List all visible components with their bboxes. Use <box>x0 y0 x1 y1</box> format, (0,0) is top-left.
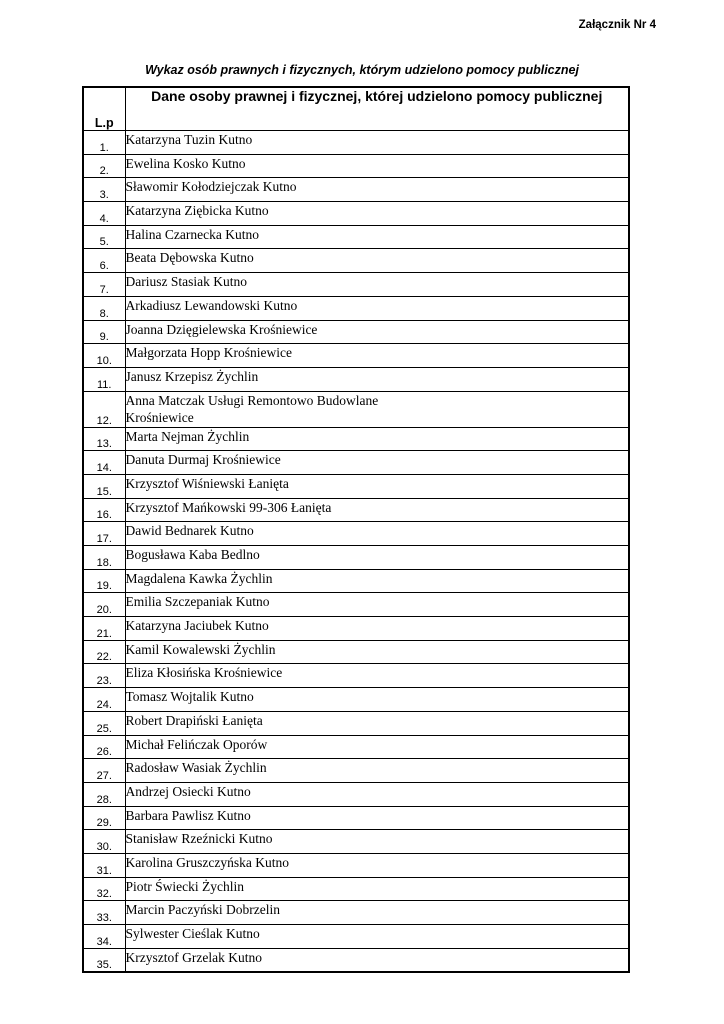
row-beneficiary <box>125 498 629 522</box>
row-number: 30. <box>83 830 125 854</box>
beneficiary-name: Halina Czarnecka Kutno <box>125 226 259 242</box>
table-header-row <box>83 87 629 131</box>
table-row <box>83 296 629 320</box>
row-beneficiary <box>125 806 629 830</box>
table-row <box>83 877 629 901</box>
table-row <box>83 664 629 688</box>
row-number: 7. <box>83 273 125 297</box>
row-beneficiary <box>125 296 629 320</box>
row-beneficiary <box>125 782 629 806</box>
document-title: Wykaz osób prawnych i fizycznych, którym udzielono pomocy publicznej <box>145 63 579 77</box>
beneficiary-name: Marta Nejman Żychlin <box>125 428 250 444</box>
table-body <box>83 131 629 972</box>
table-row <box>83 344 629 368</box>
beneficiary-name: Eliza Kłosińska Krośniewice <box>125 665 283 681</box>
row-beneficiary <box>125 688 629 712</box>
beneficiary-name: Dawid Bednarek Kutno <box>125 523 254 539</box>
table-row <box>83 154 629 178</box>
table-row <box>83 782 629 806</box>
row-number: 15. <box>83 474 125 498</box>
row-number: 17. <box>83 522 125 546</box>
column-header-name: Dane osoby prawnej i fizycznej, której udzielono pomocy publicznej <box>125 87 629 131</box>
table-row <box>83 640 629 664</box>
table-row <box>83 759 629 783</box>
beneficiary-name: Krzysztof Wiśniewski Łanięta <box>125 475 289 491</box>
row-beneficiary <box>125 546 629 570</box>
row-beneficiary <box>125 320 629 344</box>
beneficiary-name: Karolina Gruszczyńska Kutno <box>125 854 289 870</box>
row-number: 33. <box>83 901 125 925</box>
beneficiary-name: Dariusz Stasiak Kutno <box>125 274 247 290</box>
beneficiary-name: Danuta Durmaj Krośniewice <box>125 452 281 468</box>
beneficiary-name: Arkadiusz Lewandowski Kutno <box>125 297 298 313</box>
row-number: 16. <box>83 498 125 522</box>
row-number: 19. <box>83 569 125 593</box>
table-row <box>83 225 629 249</box>
beneficiary-name: Andrzej Osiecki Kutno <box>125 783 251 799</box>
table-row <box>83 806 629 830</box>
row-beneficiary <box>125 877 629 901</box>
beneficiary-name: Marcin Paczyński Dobrzelin <box>125 902 280 918</box>
row-number: 5. <box>83 225 125 249</box>
row-number: 11. <box>83 367 125 391</box>
table-row <box>83 830 629 854</box>
table-row <box>83 202 629 226</box>
row-beneficiary <box>125 569 629 593</box>
row-beneficiary <box>125 367 629 391</box>
row-beneficiary <box>125 427 629 451</box>
row-beneficiary <box>125 522 629 546</box>
beneficiaries-table <box>82 86 630 973</box>
row-number: 21. <box>83 617 125 641</box>
row-beneficiary <box>125 391 629 427</box>
row-beneficiary <box>125 711 629 735</box>
table-row <box>83 901 629 925</box>
row-number: 34. <box>83 925 125 949</box>
beneficiary-name: Bogusława Kaba Bedlno <box>125 547 260 562</box>
row-beneficiary <box>125 617 629 641</box>
row-beneficiary <box>125 202 629 226</box>
row-beneficiary <box>125 901 629 925</box>
row-beneficiary <box>125 131 629 155</box>
beneficiary-name: Radosław Wasiak Żychlin <box>125 760 267 776</box>
row-beneficiary <box>125 948 629 972</box>
table-row <box>83 391 629 427</box>
row-number: 23. <box>83 664 125 688</box>
beneficiary-name-continued: Krośniewice <box>125 409 194 425</box>
beneficiary-name: Magdalena Kawka Żychlin <box>125 570 273 586</box>
row-beneficiary <box>125 735 629 759</box>
row-beneficiary <box>125 853 629 877</box>
row-number: 14. <box>83 451 125 475</box>
row-number: 22. <box>83 640 125 664</box>
beneficiary-name: Tomasz Wojtalik Kutno <box>125 689 254 705</box>
row-number: 29. <box>83 806 125 830</box>
table-row <box>83 427 629 451</box>
row-beneficiary <box>125 273 629 297</box>
row-number: 35. <box>83 948 125 972</box>
row-number: 9. <box>83 320 125 344</box>
beneficiary-name: Katarzyna Tuzin Kutno <box>125 132 253 147</box>
beneficiary-name: Katarzyna Ziębicka Kutno <box>125 203 269 219</box>
row-number: 26. <box>83 735 125 759</box>
table-row <box>83 451 629 475</box>
table-row <box>83 178 629 202</box>
row-beneficiary <box>125 640 629 664</box>
table-row <box>83 925 629 949</box>
row-beneficiary <box>125 759 629 783</box>
row-beneficiary <box>125 154 629 178</box>
beneficiary-name: Barbara Pawlisz Kutno <box>125 807 251 823</box>
beneficiary-name: Sylwester Cieślak Kutno <box>125 926 260 941</box>
row-number: 27. <box>83 759 125 783</box>
beneficiary-name: Janusz Krzepisz Żychlin <box>125 368 259 384</box>
row-number: 32. <box>83 877 125 901</box>
row-beneficiary <box>125 664 629 688</box>
table-row <box>83 948 629 972</box>
beneficiary-name: Małgorzata Hopp Krośniewice <box>125 345 292 361</box>
row-beneficiary <box>125 593 629 617</box>
table-row <box>83 735 629 759</box>
beneficiary-name: Emilia Szczepaniak Kutno <box>125 594 270 610</box>
beneficiary-name: Katarzyna Jaciubek Kutno <box>125 618 269 634</box>
table-row <box>83 367 629 391</box>
beneficiary-name: Piotr Świecki Żychlin <box>125 878 244 894</box>
table-row <box>83 853 629 877</box>
row-number: 13. <box>83 427 125 451</box>
row-number: 6. <box>83 249 125 273</box>
row-number: 20. <box>83 593 125 617</box>
row-beneficiary <box>125 249 629 273</box>
beneficiary-name: Michał Felińczak Oporów <box>125 736 268 752</box>
row-beneficiary <box>125 178 629 202</box>
beneficiary-name: Joanna Dzięgielewska Krośniewice <box>125 321 318 337</box>
beneficiary-name: Kamil Kowalewski Żychlin <box>125 641 276 657</box>
beneficiary-name: Beata Dębowska Kutno <box>125 250 254 266</box>
row-number: 10. <box>83 344 125 368</box>
beneficiary-name: Krzysztof Mańkowski 99-306 Łanięta <box>125 499 332 515</box>
table-row <box>83 546 629 570</box>
table-row <box>83 617 629 641</box>
table-row <box>83 569 629 593</box>
table-row <box>83 593 629 617</box>
beneficiary-name: Sławomir Kołodziejczak Kutno <box>125 179 297 195</box>
table-row <box>83 474 629 498</box>
row-number: 2. <box>83 154 125 178</box>
table-row <box>83 131 629 155</box>
beneficiary-name: Ewelina Kosko Kutno <box>125 155 246 171</box>
row-beneficiary <box>125 225 629 249</box>
beneficiary-name: Krzysztof Grzelak Kutno <box>125 949 262 965</box>
table-row <box>83 249 629 273</box>
table-row <box>83 688 629 712</box>
table-row <box>83 711 629 735</box>
table-row <box>83 273 629 297</box>
row-number: 18. <box>83 546 125 570</box>
row-beneficiary <box>125 830 629 854</box>
row-number: 24. <box>83 688 125 712</box>
table-row <box>83 320 629 344</box>
row-beneficiary <box>125 451 629 475</box>
annex-label: Załącznik Nr 4 <box>578 19 656 31</box>
table-row <box>83 498 629 522</box>
column-header-lp: L.p <box>83 87 125 131</box>
row-number: 31. <box>83 853 125 877</box>
beneficiary-name: Stanisław Rzeźnicki Kutno <box>125 831 273 847</box>
beneficiary-name: Anna Matczak Usługi Remontowo Budowlane <box>125 392 379 408</box>
row-number: 12. <box>83 391 125 427</box>
row-beneficiary <box>125 344 629 368</box>
row-number: 3. <box>83 178 125 202</box>
beneficiary-name: Robert Drapiński Łanięta <box>125 712 263 728</box>
row-number: 8. <box>83 296 125 320</box>
row-number: 25. <box>83 711 125 735</box>
row-number: 4. <box>83 202 125 226</box>
table-row <box>83 522 629 546</box>
row-beneficiary <box>125 925 629 949</box>
row-beneficiary <box>125 474 629 498</box>
row-number: 1. <box>83 131 125 155</box>
row-number: 28. <box>83 782 125 806</box>
